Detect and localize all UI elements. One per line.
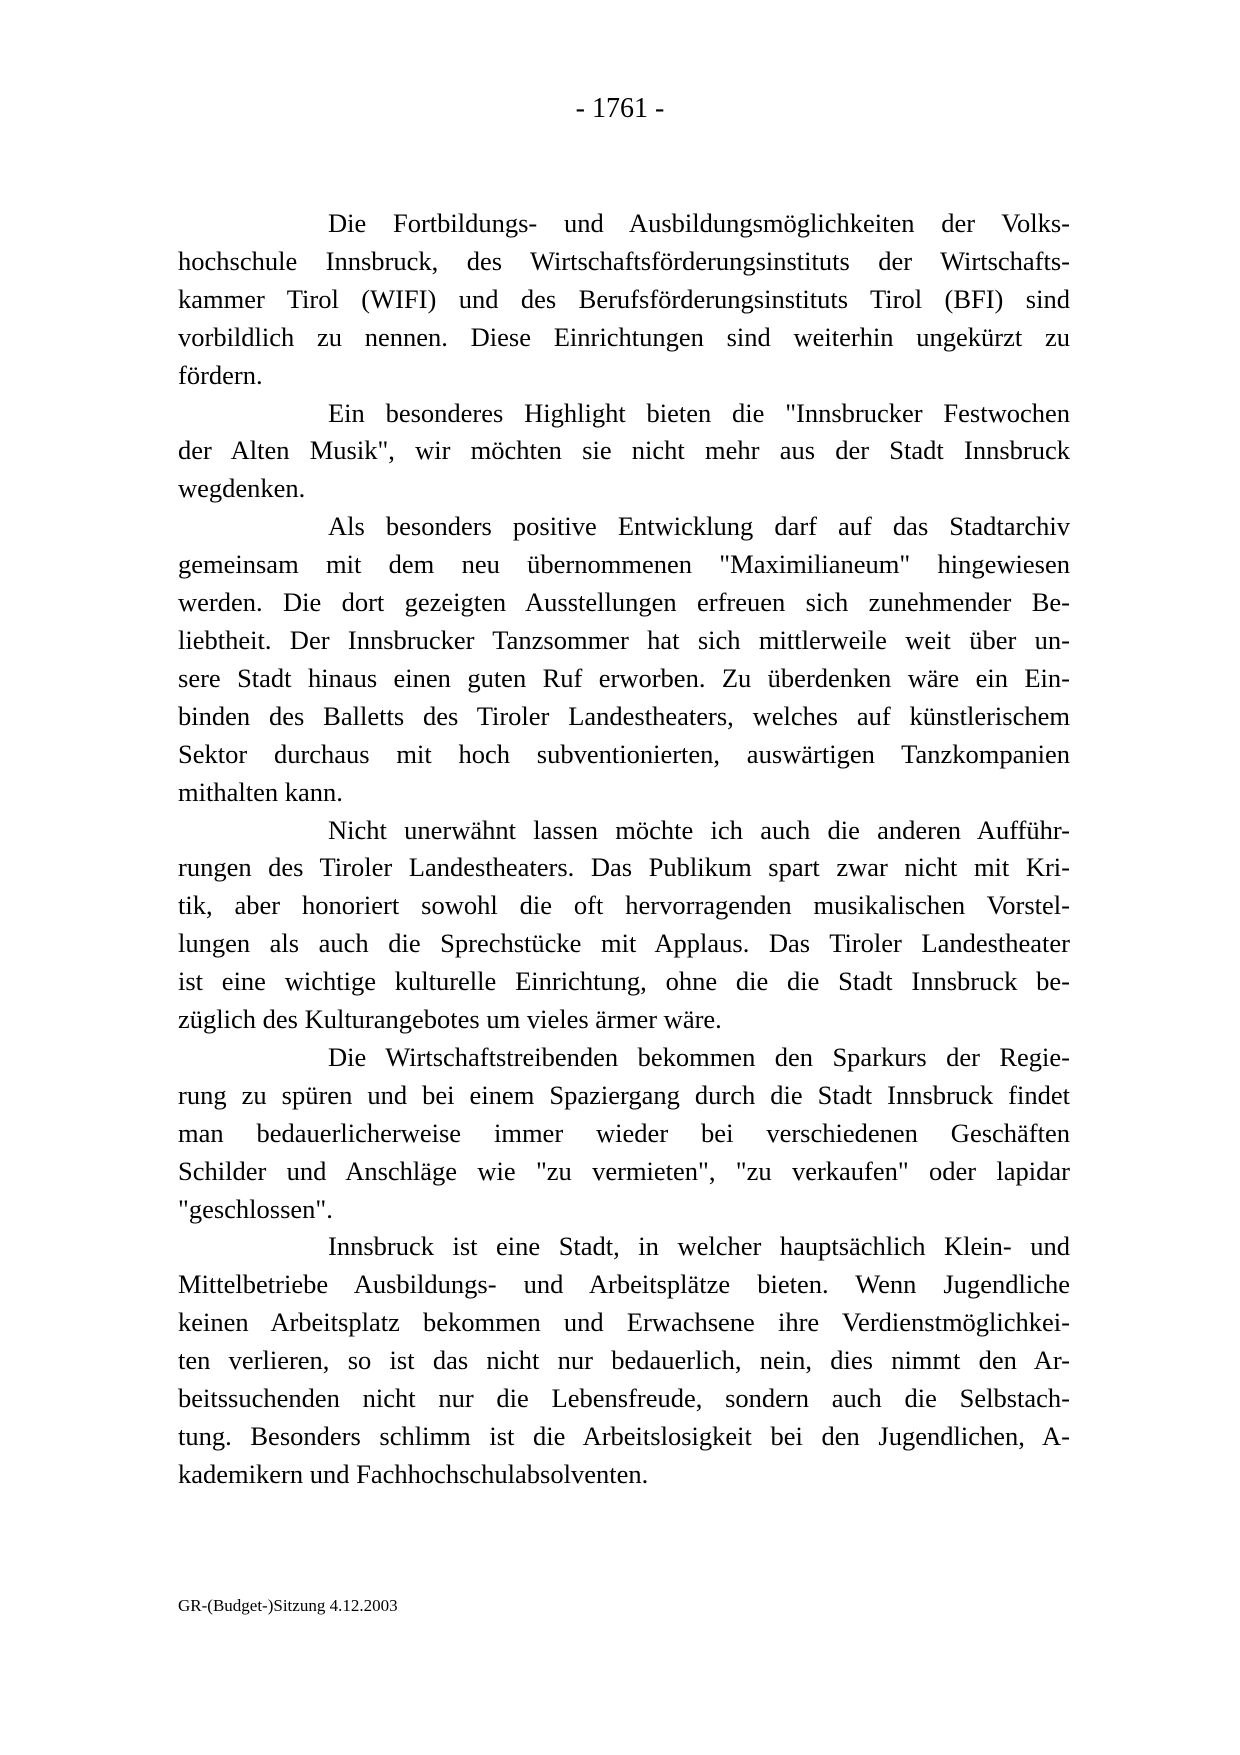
text-line: wegdenken. <box>178 473 306 504</box>
text-line: mithalten kann. <box>178 776 343 807</box>
text-line: sere Stadt hinaus einen guten Ruf erworben. Zu überdenken wäre ein Ein- <box>178 662 1070 693</box>
text-line: rung zu spüren und bei einem Spaziergang durch die Stadt Innsbruck findet <box>178 1079 1070 1110</box>
text-line: kademikern und Fachhochschulabsolventen. <box>178 1458 649 1489</box>
text-line: rungen des Tiroler Landestheaters. Das Publikum spart zwar nicht mit Kri- <box>178 852 1070 883</box>
paragraph <box>178 205 1070 395</box>
text-line: Die Fortbildungs- und Ausbildungsmöglichkeiten der Volks- <box>328 208 1070 238</box>
paragraph <box>178 812 1070 1039</box>
text-line: Die Wirtschaftstreibenden bekommen den Sparkurs der Regie- <box>328 1041 1070 1072</box>
text-line: züglich des Kulturangebotes um vieles ärmer wäre. <box>178 1004 722 1035</box>
text-line: Als besonders positive Entwicklung darf auf das Stadtarchiv <box>328 511 1070 542</box>
text-line: "geschlossen". <box>178 1193 333 1224</box>
body-text <box>178 205 1070 1494</box>
paragraph <box>178 1228 1070 1493</box>
text-line: Ein besonderes Highlight bieten die "Innsbrucker Festwochen <box>328 397 1070 428</box>
paragraph <box>178 1039 1070 1229</box>
page-number: - 1761 - <box>575 93 665 124</box>
footer-session-label: GR-(Budget-)Sitzung 4.12.2003 <box>178 1596 398 1615</box>
text-line: tik, aber honoriert sowohl die oft hervorragenden musikalischen Vorstel- <box>178 890 1070 921</box>
text-line: werden. Die dort gezeigten Ausstellungen erfreuen sich zunehmender Be- <box>178 587 1070 618</box>
text-line: binden des Balletts des Tiroler Landestheaters, welches auf künstlerischem <box>178 700 1070 731</box>
text-line: Mittelbetriebe Ausbildungs- und Arbeitsplätze bieten. Wenn Jugendliche <box>178 1269 1070 1300</box>
text-line: vorbildlich zu nennen. Diese Einrichtungen sind weiterhin ungekürzt zu <box>178 321 1070 352</box>
text-line: Nicht unerwähnt lassen möchte ich auch die anderen Aufführ- <box>328 814 1070 845</box>
text-line: der Alten Musik", wir möchten sie nicht mehr aus der Stadt Innsbruck <box>178 435 1070 466</box>
text-line: kammer Tirol (WIFI) und des Berufsförderungsinstituts Tirol (BFI) sind <box>178 283 1070 314</box>
text-line: Sektor durchaus mit hoch subventionierten, auswärtigen Tanzkompanien <box>178 738 1070 769</box>
text-line: tung. Besonders schlimm ist die Arbeitslosigkeit bei den Jugendlichen, A- <box>178 1421 1070 1451</box>
text-line: ten verlieren, so ist das nicht nur bedauerlich, nein, dies nimmt den Ar- <box>178 1345 1070 1376</box>
text-line: keinen Arbeitsplatz bekommen und Erwachsene ihre Verdienstmöglichkei- <box>178 1307 1070 1338</box>
text-line: gemeinsam mit dem neu übernommenen "Maximilianeum" hingewiesen <box>178 549 1070 580</box>
text-line: ist eine wichtige kulturelle Einrichtung, ohne die die Stadt Innsbruck be- <box>178 966 1070 997</box>
text-line: liebtheit. Der Innsbrucker Tanzsommer hat sich mittlerweile weit über un- <box>178 624 1070 655</box>
text-line: beitssuchenden nicht nur die Lebensfreude, sondern auch die Selbstach- <box>178 1383 1070 1414</box>
text-line: man bedauerlicherweise immer wieder bei verschiedenen Geschäften <box>178 1117 1070 1148</box>
paragraph <box>178 508 1070 811</box>
text-line: fördern. <box>178 359 263 390</box>
text-line: hochschule Innsbruck, des Wirtschaftsförderungsinstituts der Wirtschafts- <box>178 245 1070 276</box>
text-line: Innsbruck ist eine Stadt, in welcher hauptsächlich Klein- und <box>328 1231 1070 1262</box>
text-line: Schilder und Anschläge wie "zu vermieten", "zu verkaufen" oder lapidar <box>178 1155 1070 1186</box>
text-line: lungen als auch die Sprechstücke mit Applaus. Das Tiroler Landestheater <box>178 928 1070 959</box>
paragraph <box>178 395 1070 509</box>
